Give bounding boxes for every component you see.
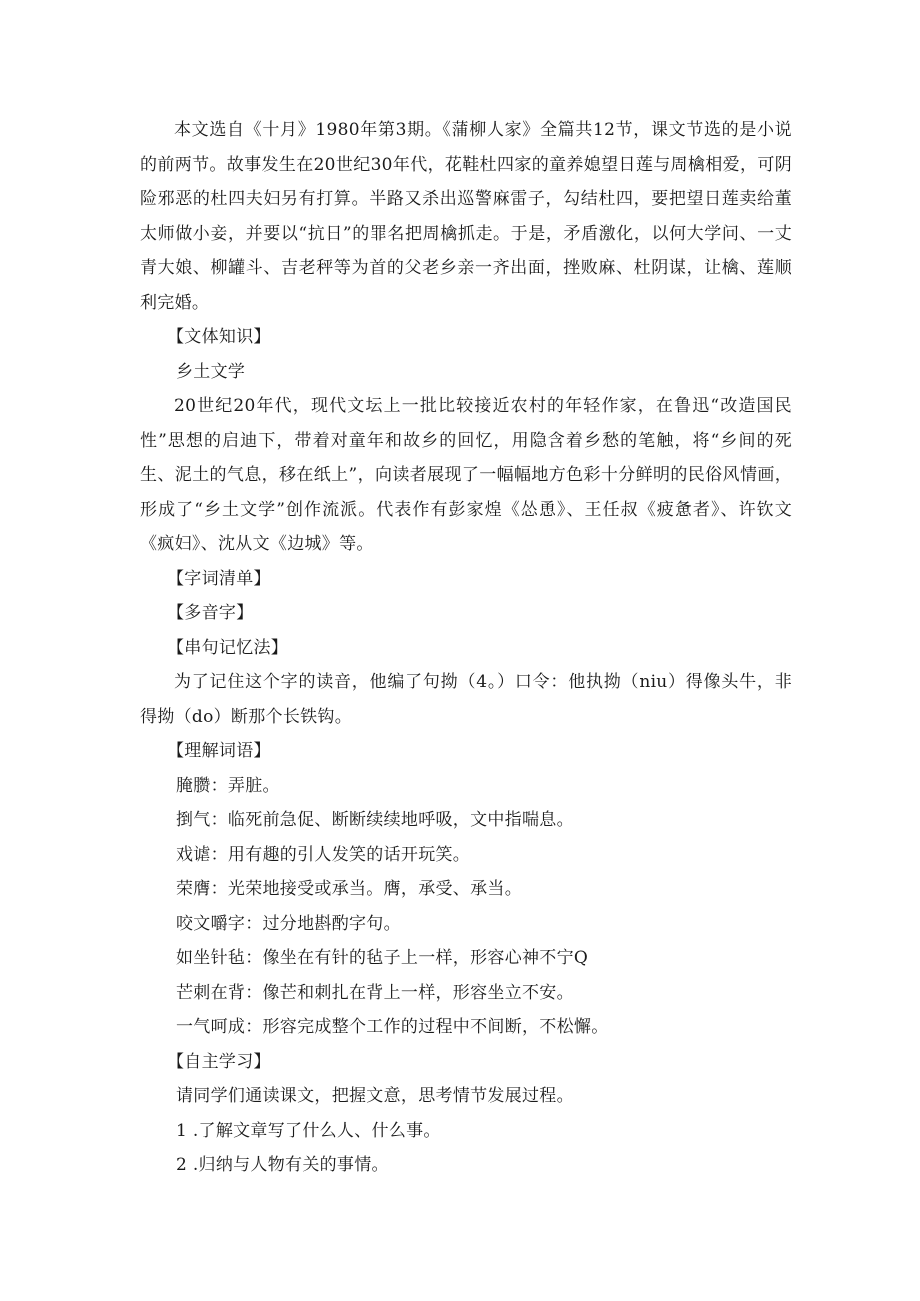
intro-paragraph: 本文选自《十月》1980年第3期。《蒲柳人家》全篇共12节，课文节选的是小说的前两节。故事发生在20世纪30年代，花鞋杜四家的童养媳望日莲与周檎相爱，可阴险邪恶的杜四夫妇另有打算。半路又杀出巡警麻雷子，勾结杜四，要把望日莲卖给董太师做小妾，并要以“抗日”的罪名把周檎抓走。于是，矛盾激化，以何大学问、一丈青大娘、柳罐斗、吉老秤等为首的父老乡亲一齐出面，挫败麻、杜阴谋，让檎、莲顺利完婚。 — [140, 120, 792, 313]
genre-heading: 【文体知识】 — [167, 327, 271, 347]
study-heading: 【自主学习】 — [167, 1051, 271, 1072]
term-item: 芒刺在背：像芒和刺扎在背上一样，形容坐立不安。 — [176, 982, 574, 1003]
memory-paragraph: 为了记住这个字的读音，他编了句拗（4。）口令：他执拗（niu）得像头牛，非得拗（do）断那个长铁钩。 — [140, 672, 792, 727]
term-item: 腌臜：弄脏。 — [176, 775, 280, 796]
term-item: 荣膺：光荣地接受或承当。膺，承受、承当。 — [176, 879, 522, 899]
term-item: 如坐针毡：像坐在有针的毡子上一样，形容心神不宁Q — [176, 948, 589, 968]
term-item: 一气呵成：形容完成整个工作的过程中不间断，不松懈。 — [176, 1017, 609, 1037]
genre-paragraph: 20世纪20年代，现代文坛上一批比较接近农村的年轻作家，在鲁迅“改造国民性”思想的启迪下，带着对童年和故乡的回忆，用隐含着乡愁的笔触，将“乡间的死生、泥土的气息，移在纸上”，向读者展现了一幅幅地方色彩十分鲜明的民俗风情画，形成了“乡土文学”创作流派。代表作有彭家煌《怂恿》、王任叔《疲惫者》、许钦文《疯妇》、沈从文《边城》等。 — [140, 396, 792, 554]
polyphone-heading: 【多音字】 — [167, 603, 254, 623]
term-item: 捯气：临死前急促、断断续续地呼吸，文中指喘息。 — [176, 810, 574, 830]
vocab-heading: 【字词清单】 — [167, 568, 271, 589]
memory-heading: 【串句记忆法】 — [167, 637, 289, 658]
term-item: 戏谑：用有趣的引人发笑的话开玩笑。 — [176, 844, 471, 865]
study-item: 1 .了解文章写了什么人、什么事。 — [176, 1120, 441, 1141]
genre-subheading: 乡土文学 — [176, 361, 246, 382]
terms-heading: 【理解词语】 — [167, 741, 271, 761]
term-item: 咬文嚼字：过分地斟酌字句。 — [176, 913, 401, 934]
study-intro: 请同学们通读课文，把握文意，思考情节发展过程。 — [176, 1086, 574, 1106]
document-body — [140, 113, 792, 1183]
study-item: 2 .归纳与人物有关的事情。 — [176, 1155, 389, 1175]
